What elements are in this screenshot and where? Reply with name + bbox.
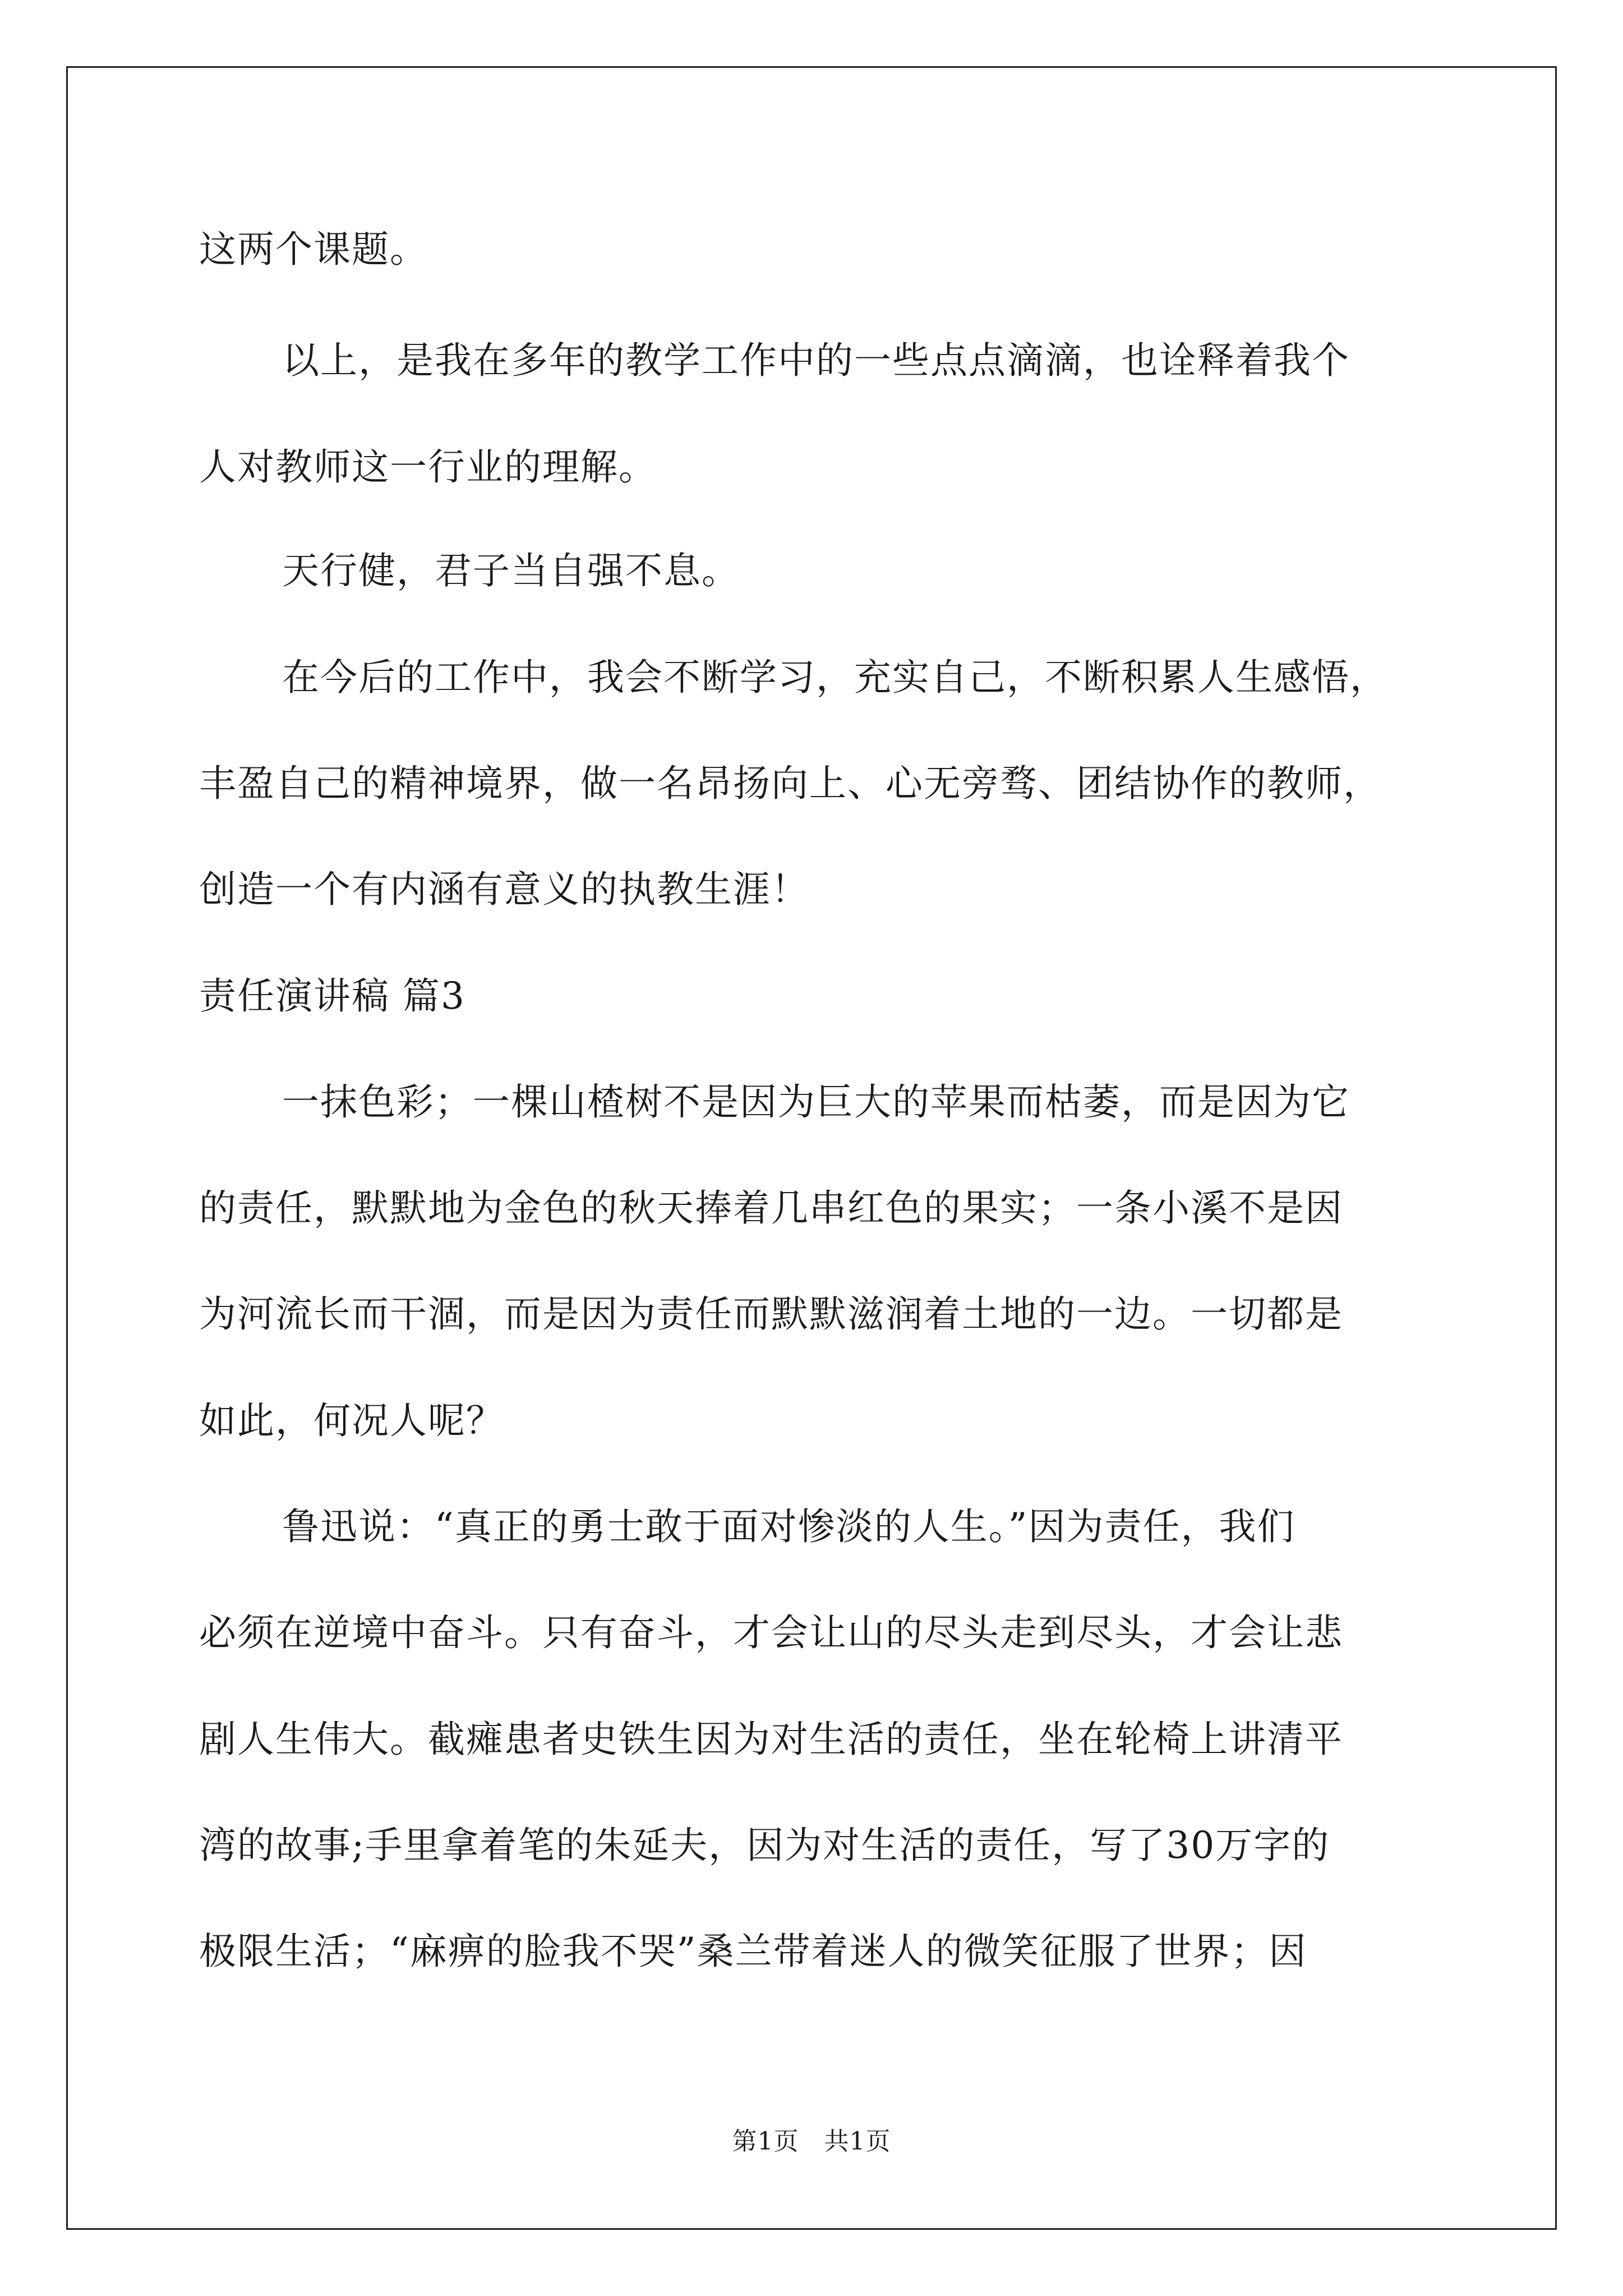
- paragraph-line: 湾的故事;手里拿着笔的朱延夫，因为对生活的责任，写了30万字的: [199, 1824, 1330, 1867]
- paragraph-line: 天行健，君子当自强不息。: [282, 549, 740, 592]
- paragraph-line: 以上，是我在多年的教学工作中的一些点点滴滴，也诠释着我个: [282, 339, 1350, 382]
- paragraph-line: 剧人生伟大。截瘫患者史铁生因为对生活的责任，坐在轮椅上讲清平: [199, 1718, 1343, 1761]
- section-heading: 责任演讲稿 篇3: [199, 974, 465, 1018]
- paragraph-line: 这两个课题。: [199, 228, 428, 271]
- paragraph-line: 创造一个有内涵有意义的执教生涯！: [199, 868, 809, 911]
- paragraph-line: 的责任，默默地为金色的秋天捧着几串红色的果实；一条小溪不是因: [199, 1186, 1343, 1230]
- paragraph-line: 丰盈自己的精神境界，做一名昂扬向上、心无旁骛、团结协作的教师，: [199, 762, 1381, 805]
- page-number-footer: 第1页 共1页: [732, 2127, 891, 2156]
- paragraph-line: 极限生活；“麻痹的脸我不哭”桑兰带着迷人的微笑征服了世界；因: [199, 1930, 1307, 1973]
- paragraph-line: 一抹色彩；一棵山楂树不是因为巨大的苹果而枯萎，而是因为它: [282, 1080, 1350, 1124]
- paragraph-line: 必须在逆境中奋斗。只有奋斗，才会让山的尽头走到尽头，才会让悲: [199, 1611, 1343, 1654]
- paragraph-line: 人对教师这一行业的理解。: [199, 445, 657, 489]
- paragraph-line: 鲁迅说：“真正的勇士敢于面对惨淡的人生。”因为责任，我们: [282, 1505, 1295, 1548]
- paragraph-line: 如此，何况人呢？: [199, 1399, 504, 1442]
- page-border: [66, 66, 1557, 2230]
- paragraph-line: 为河流长而干涸，而是因为责任而默默滋润着土地的一边。一切都是: [199, 1292, 1343, 1336]
- paragraph-line: 在今后的工作中，我会不断学习，充实自己，不断积累人生感悟，: [282, 656, 1388, 699]
